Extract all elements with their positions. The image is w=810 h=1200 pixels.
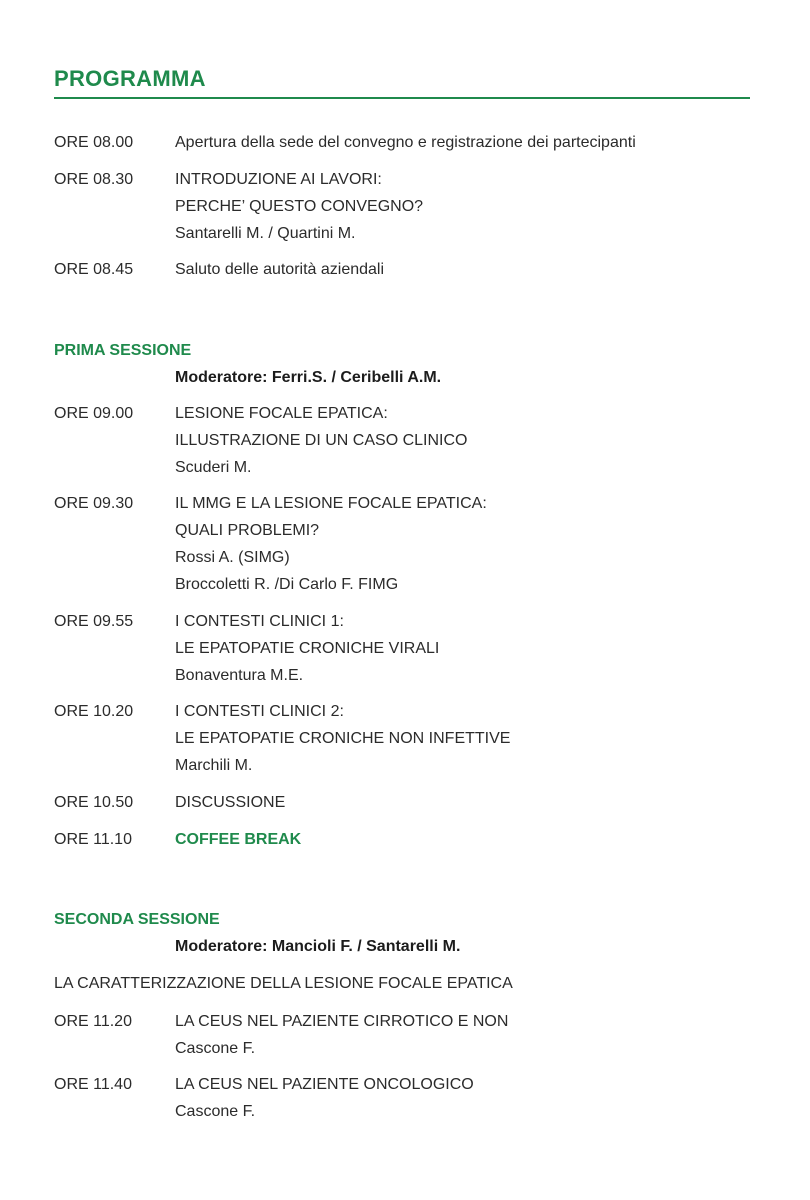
session2-header (54, 906, 750, 960)
entry-speaker: Bonaventura M.E. (175, 667, 304, 684)
intro-entry-0845 (54, 256, 750, 283)
entry-line: DISCUSSIONE (175, 794, 286, 811)
entry-time: ORE 10.20 (54, 703, 134, 720)
entry-speaker: Cascone F. (175, 1103, 256, 1120)
session1-entry-0900 (54, 400, 750, 481)
entry-time: ORE 08.00 (54, 134, 134, 151)
session2-entry-1120 (54, 1008, 750, 1062)
session1-entry-1110 (54, 826, 750, 853)
title-divider (54, 97, 750, 99)
entry-line: ILLUSTRAZIONE DI UN CASO CLINICO (175, 432, 468, 449)
entry-time: ORE 09.00 (54, 405, 134, 422)
entry-speaker: Scuderi M. (175, 459, 252, 476)
entry-line: LA CEUS NEL PAZIENTE ONCOLOGICO (175, 1076, 474, 1093)
entry-line: LESIONE FOCALE EPATICA: (175, 405, 388, 422)
session-topic-heading: LA CARATTERIZZAZIONE DELLA LESIONE FOCALE EPATICA (54, 975, 513, 992)
entry-speaker: Marchili M. (175, 757, 253, 774)
entry-speaker: Rossi A. (SIMG) (175, 549, 290, 566)
session1-entry-0930 (54, 490, 750, 598)
page-title: PROGRAMMA (54, 66, 206, 91)
entry-line: INTRODUZIONE AI LAVORI: (175, 171, 382, 188)
entry-speaker: Cascone F. (175, 1040, 256, 1057)
entry-time: ORE 09.55 (54, 613, 134, 630)
session1-entry-1050 (54, 789, 750, 816)
session1-entry-0955 (54, 608, 750, 689)
entry-line: Saluto delle autorità aziendali (175, 261, 385, 278)
entry-line: Apertura della sede del convegno e registrazione dei partecipanti (175, 134, 636, 151)
entry-line: PERCHE’ QUESTO CONVEGNO? (175, 198, 424, 215)
entry-line: LE EPATOPATIE CRONICHE NON INFETTIVE (175, 730, 511, 747)
entry-line: IL MMG E LA LESIONE FOCALE EPATICA: (175, 495, 487, 512)
session2-entry-1140 (54, 1071, 750, 1125)
entry-time: ORE 11.40 (54, 1076, 132, 1093)
entry-time: ORE 11.20 (54, 1013, 132, 1030)
coffee-break-label: COFFEE BREAK (175, 831, 302, 848)
entry-line: LE EPATOPATIE CRONICHE VIRALI (175, 640, 440, 657)
entry-line: I CONTESTI CLINICI 1: (175, 613, 344, 630)
session-moderator: Moderatore: Mancioli F. / Santarelli M. (175, 938, 461, 955)
session-title: PRIMA SESSIONE (54, 342, 192, 359)
entry-time: ORE 10.50 (54, 794, 134, 811)
session-title: SECONDA SESSIONE (54, 911, 220, 928)
entry-speaker: Santarelli M. / Quartini M. (175, 225, 356, 242)
session2-heading (54, 970, 750, 997)
entry-time: ORE 08.45 (54, 261, 134, 278)
entry-speaker: Broccoletti R. /Di Carlo F. FIMG (175, 576, 399, 593)
intro-entry-0800 (54, 129, 750, 156)
entry-time: ORE 11.10 (54, 831, 132, 848)
entry-line: I CONTESTI CLINICI 2: (175, 703, 344, 720)
session-moderator: Moderatore: Ferri.S. / Ceribelli A.M. (175, 369, 442, 386)
entry-time: ORE 08.30 (54, 171, 134, 188)
entry-time: ORE 09.30 (54, 495, 134, 512)
intro-entry-0830 (54, 166, 750, 247)
session1-header (54, 337, 750, 391)
session1-entry-1020 (54, 698, 750, 779)
entry-line: LA CEUS NEL PAZIENTE CIRROTICO E NON (175, 1013, 509, 1030)
entry-line: QUALI PROBLEMI? (175, 522, 320, 539)
